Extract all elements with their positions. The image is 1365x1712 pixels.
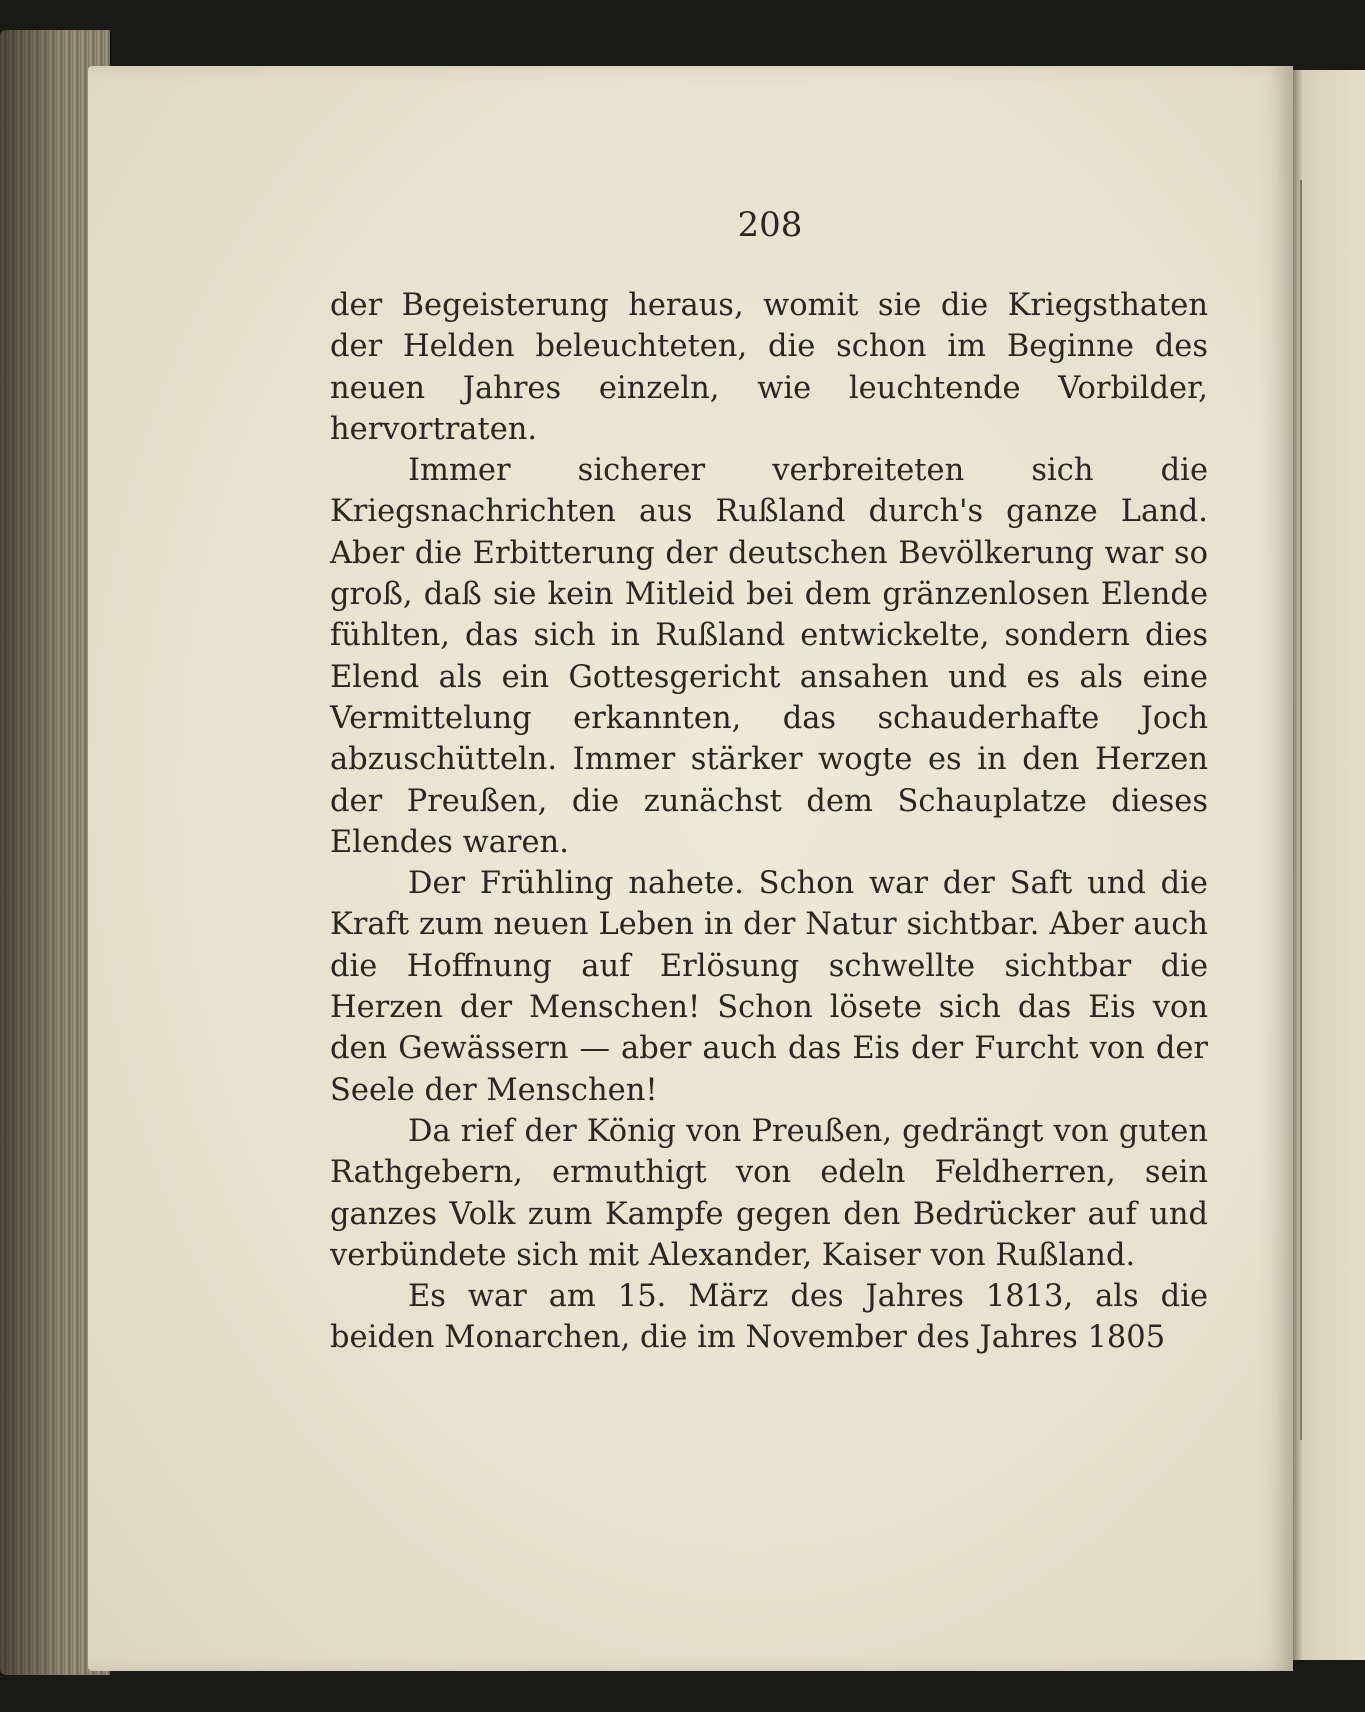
paragraph-4: Da rief der König von Preußen, gedrängt von guten Rathgebern, ermuthigt von edeln Feldherren, sein ganzes Volk zum Kampfe gegen den Bedrücker auf und verbündete sich mit Alexander, Kaiser von Rußland. bbox=[330, 1113, 1208, 1273]
gutter-line bbox=[1300, 180, 1302, 1440]
paragraph-5: Es war am 15. März des Jahres 1813, als die beiden Monarchen, die im November des Jahres 1805 bbox=[330, 1279, 1208, 1356]
paragraph-3: Der Frühling nahete. Schon war der Saft und die Kraft zum neuen Leben in der Natur sichtbar. Aber auch die Hoffnung auf Erlösung schwellte sichtbar die Herzen der Menschen! Schon lösete sich das Eis von den Gewässern — aber auch das Eis der Furcht von der Seele der Menschen! bbox=[330, 866, 1208, 1108]
facing-page-gutter bbox=[1293, 70, 1365, 1660]
paragraph-2: Immer sicherer verbreiteten sich die Kriegsnachrichten aus Rußland durch's ganze Land. Aber die Erbitterung der deutschen Bevölkerung war so groß, daß sie kein Mitleid bei dem gränzenlosen Elende fühlten, das sich in Rußland entwickelte, sondern dies Elend als ein Gottesgericht ansahen und es als eine Vermittelung erkannten, das schauderhafte Joch abzuschütteln. Immer stärker wogte es in den Herzen der Preußen, die zunächst dem Schauplatze dieses Elendes waren. bbox=[330, 453, 1208, 860]
page-number: 208 bbox=[737, 205, 803, 245]
body-text bbox=[330, 285, 1208, 1359]
paragraph-1: der Begeisterung heraus, womit sie die Kriegsthaten der Helden beleuchteten, die schon im Beginne des neuen Jahres einzeln, wie leuchtende Vorbilder, hervortraten. bbox=[330, 288, 1208, 447]
